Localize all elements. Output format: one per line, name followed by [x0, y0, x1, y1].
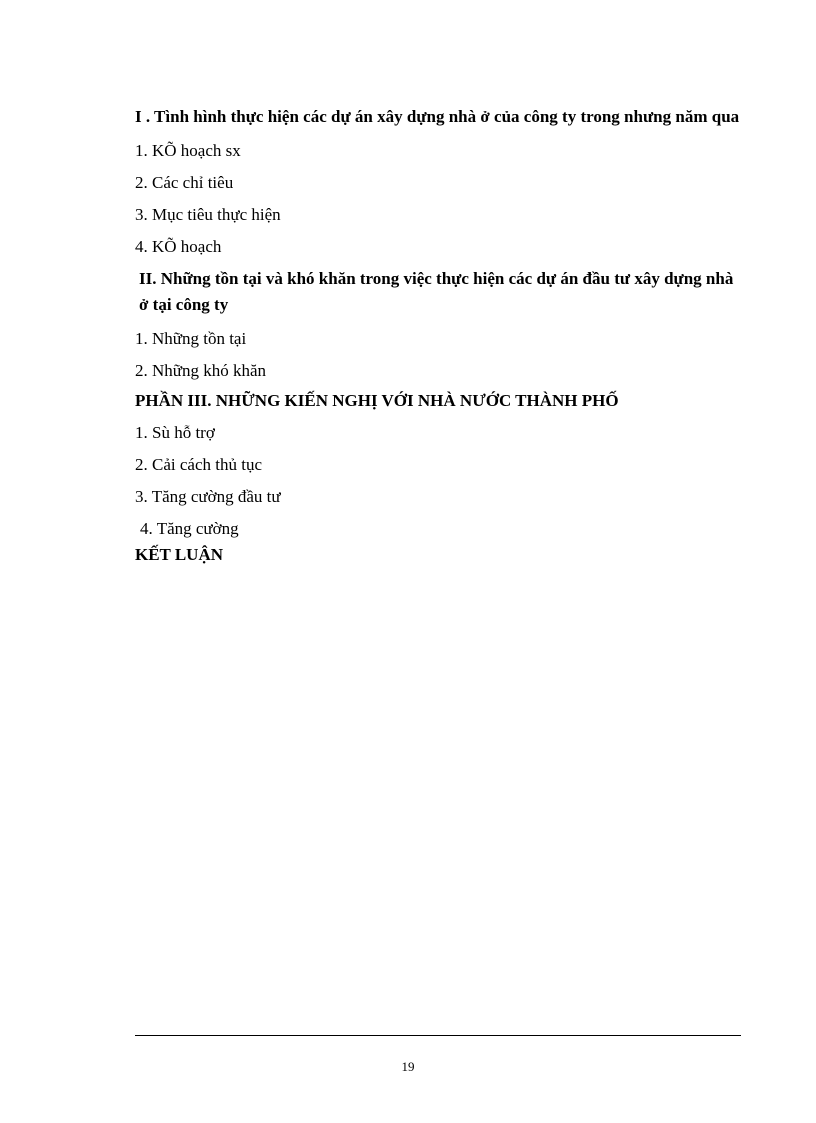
section-2-item-1: 1. Những tồn tại [135, 329, 247, 348]
section-3-item-4: 4. Tăng cường [140, 519, 239, 538]
section-1-item-1: 1. KÕ hoạch sx [135, 141, 241, 160]
table-of-contents [135, 104, 745, 566]
conclusion-heading: KẾT LUẬN [135, 545, 224, 564]
section-1-item-4: 4. KÕ hoạch [135, 237, 222, 256]
section-2-heading: II. Những tồn tại và khó khăn trong việc thực hiện các dự án đầu tư xây dựng nhà ở tại công ty [139, 269, 734, 314]
section-2-item-2: 2. Những khó khăn [135, 361, 267, 380]
section-3-item-2: 2. Cải cách thủ tục [135, 455, 262, 474]
footer-divider [135, 1035, 741, 1036]
section-3-item-1: 1. Sù hỗ trợ [135, 423, 215, 442]
section-1-heading: I . Tình hình thực hiện các dự án xây dựng nhà ở của công ty trong nhưng năm qua [135, 107, 740, 126]
section-1-item-3: 3. Mục tiêu thực hiện [135, 205, 281, 224]
page-number: 19 [401, 1059, 415, 1074]
section-3-heading: PHẦN III. NHỮNG KIẾN NGHỊ VỚI NHÀ NƯỚC THÀNH PHỐ [135, 391, 619, 410]
section-1-item-2: 2. Các chỉ tiêu [135, 173, 234, 192]
section-3-item-3: 3. Tăng cường đầu tư [135, 487, 281, 506]
